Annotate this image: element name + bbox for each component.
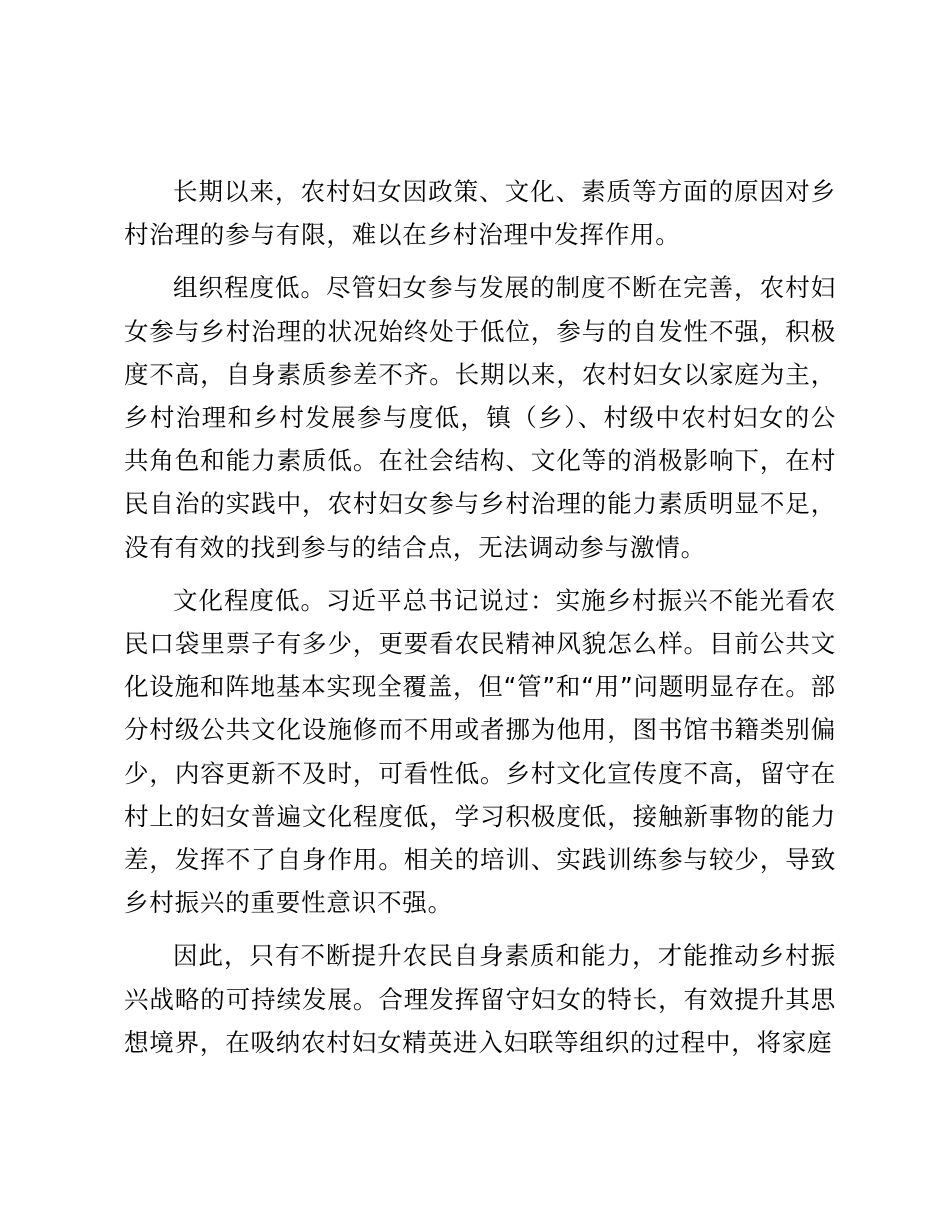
paragraph-education-level: 文化程度低。习近平总书记说过：实施乡村振兴不能光看农民口袋里票子有多少，更要看农民精神风貌怎么样。目前公共文化设施和阵地基本实现全覆盖，但“管”和“用”问题明显存在。部分村级公共文化设施修而不用或者挪为他用，图书馆书籍类别偏少，内容更新不及时，可看性低。乡村文化宣传度不高，留守在村上的妇女普遍文化程度低，学习积极度低，接触新事物的能力差，发挥不了自身作用。相关的培训、实践训练参与较少，导致乡村振兴的重要性意识不强。: [124, 585, 836, 918]
paragraph-organization-level: 组织程度低。尽管妇女参与发展的制度不断在完善，农村妇女参与乡村治理的状况始终处于低位，参与的自发性不强，积极度不高，自身素质参差不齐。长期以来，农村妇女以家庭为主，乡村治理和乡村发展参与度低，镇（乡）、村级中农村妇女的公共角色和能力素质低。在社会结构、文化等的消极影响下，在村民自治的实践中，农村妇女参与乡村治理的能力素质明显不足，没有有效的找到参与的结合点，无法调动参与激情。: [124, 273, 836, 562]
paragraph-conclusion: 因此，只有不断提升农民自身素质和能力，才能推动乡村振兴战略的可持续发展。合理发挥留守妇女的特长，有效提升其思想境界，在吸纳农村妇女精英进入妇联等组织的过程中，将家庭: [124, 941, 836, 1057]
document-page: [124, 170, 836, 1074]
paragraph-intro: 长期以来，农村妇女因政策、文化、素质等方面的原因对乡村治理的参与有限，难以在乡村治理中发挥作用。: [124, 177, 836, 250]
